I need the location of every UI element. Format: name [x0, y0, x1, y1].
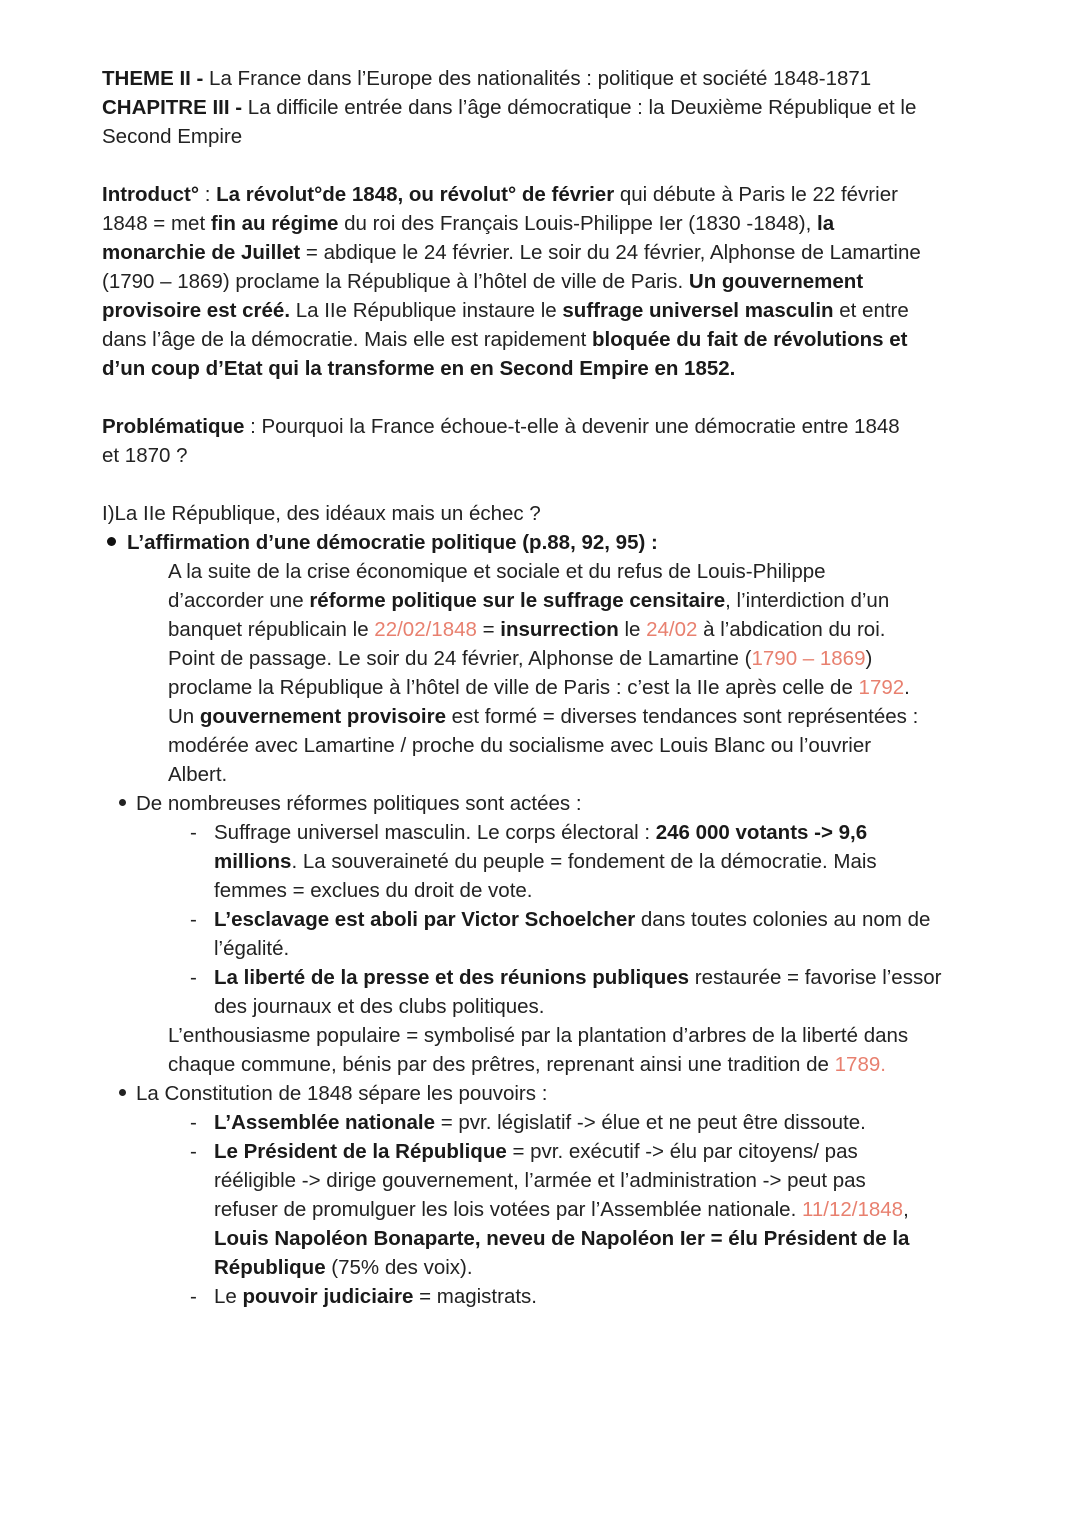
text-bold: d’un coup d’Etat qui la transforme en en Second Empire en 1852. [102, 357, 736, 380]
text-run: dans toutes colonies au nom de [635, 908, 931, 931]
dash-icon: - [190, 966, 197, 989]
text-run: à l’abdication du roi. [697, 618, 886, 641]
subsection-title-2: De nombreuses réformes politiques sont actées : [136, 792, 582, 815]
text-run: = pvr. exécutif -> élu par citoyens/ pas [506, 1140, 858, 1163]
chapter-line [102, 93, 916, 122]
text-run: (75% des voix). [325, 1256, 473, 1279]
reform-1-line-1 [214, 818, 867, 847]
reform-2-line-2: l’égalité. [214, 937, 290, 960]
text-bold: la [817, 212, 835, 235]
theme-text: La France dans l’Europe des nationalités : politique et société 1848-1871 [203, 67, 872, 90]
enthusiasm-line-1: L’enthousiasme populaire = symbolisé par la plantation d’arbres de la liberté dans [168, 1024, 909, 1047]
dash-icon: - [190, 1285, 197, 1308]
text-run: proclame la République à l’hôtel de ville de Paris : c’est la IIe après celle de [168, 676, 859, 699]
para-line-5 [168, 673, 910, 702]
power-2-line-3 [214, 1195, 909, 1224]
text-run: = abdique le 24 février. Le soir du 24 février, Alphonse de Lamartine [300, 241, 921, 264]
text-run: dans l’âge de la démocratie. Mais elle est rapidement [102, 328, 592, 351]
problematique-line-2: et 1870 ? [102, 444, 188, 467]
intro-line-7 [102, 354, 735, 383]
text-run: . [904, 676, 910, 699]
text-bold: L’Assemblée nationale [214, 1111, 436, 1134]
text-bold: provisoire est créé. [102, 299, 291, 322]
text-run: restaurée = favorise l’essor [689, 966, 942, 989]
power-1 [214, 1108, 866, 1137]
power-2-line-5 [214, 1253, 473, 1282]
text-bold: L’esclavage est aboli par Victor Schoelcher [214, 908, 636, 931]
text-run: Le [214, 1285, 243, 1308]
text-run: (1790 – 1869) proclame la République à l’hôtel de ville de Paris. [102, 270, 689, 293]
para-line-6 [168, 702, 918, 731]
date-highlight: 1790 – 1869 [751, 647, 866, 670]
reform-1-line-2 [214, 847, 877, 876]
text-bold: gouvernement provisoire [199, 705, 446, 728]
text-run: : Pourquoi la France échoue-t-elle à devenir une démocratie entre 1848 [244, 415, 900, 438]
text-bold: 246 000 votants -> 9,6 [655, 821, 868, 844]
power-3 [214, 1282, 537, 1311]
power-2-line-1 [214, 1137, 858, 1166]
enthusiasm-line-2 [168, 1050, 886, 1079]
text-bold: Un gouvernement [688, 270, 864, 293]
text-run: , [903, 1198, 909, 1221]
intro-line-2 [102, 209, 834, 238]
power-2-line-4 [214, 1224, 909, 1253]
reform-3-line-1 [214, 963, 941, 992]
date-highlight: 1792 [858, 676, 905, 699]
subsection-title-1 [127, 528, 658, 557]
text-bold: Louis Napoléon Bonaparte, neveu de Napoléon Ier = élu Président de la [214, 1227, 910, 1250]
reform-1-line-3: femmes = exclues du droit de vote. [214, 879, 533, 902]
text-bold: bloquée du fait de révolutions et [592, 328, 908, 351]
text-run: 1848 = met [102, 212, 211, 235]
text-run: , l’interdiction d’un [725, 589, 890, 612]
text-run: chaque commune, bénis par des prêtres, reprenant ainsi une tradition de [168, 1053, 835, 1076]
bullet-icon [119, 799, 126, 806]
dash-icon: - [190, 908, 197, 931]
dash-icon: - [190, 821, 197, 844]
text-run: Suffrage universel masculin. Le corps électoral : [214, 821, 656, 844]
text-bold: fin au régime [210, 212, 339, 235]
text-run: est formé = diverses tendances sont représentées : [445, 705, 919, 728]
text-bold: monarchie de Juillet [102, 241, 301, 264]
text-run: La IIe République instaure le [290, 299, 563, 322]
text-run: le [618, 618, 647, 641]
text-bold: insurrection [500, 618, 619, 641]
text-bold: L’affirmation d’une démocratie politique (p.88, 92, 95) : [127, 531, 658, 554]
para-line-4 [168, 644, 872, 673]
text-run: qui débute à Paris le 22 février [614, 183, 898, 206]
chapter-label: CHAPITRE III - [102, 96, 243, 119]
text-bold: suffrage universel masculin [562, 299, 834, 322]
date-highlight: 22/02/1848 [374, 618, 477, 641]
chapter-line-2: Second Empire [102, 125, 243, 148]
para-line-2 [168, 586, 889, 615]
section-title: I)La IIe République, des idéaux mais un échec ? [102, 502, 541, 525]
problematique-label: Problématique [102, 415, 245, 438]
subsection-title-3: La Constitution de 1848 sépare les pouvoirs : [136, 1082, 548, 1105]
text-run: = pvr. législatif -> élue et ne peut être dissoute. [435, 1111, 866, 1134]
intro-line-1 [102, 180, 898, 209]
text-bold: pouvoir judiciaire [242, 1285, 414, 1308]
intro-line-5 [102, 296, 909, 325]
reform-2-line-1 [214, 905, 930, 934]
date-highlight: 24/02 [646, 618, 698, 641]
bullet-icon [107, 537, 116, 546]
text-bold: La liberté de la presse et des réunions publiques [214, 966, 690, 989]
theme-line [102, 64, 871, 93]
text-run: . La souveraineté du peuple = fondement de la démocratie. Mais [291, 850, 877, 873]
text-run: Un [168, 705, 200, 728]
text-run: Point de passage. Le soir du 24 février, Alphonse de Lamartine ( [168, 647, 752, 670]
intro-label: Introduct° [102, 183, 200, 206]
date-highlight: 11/12/1848 [801, 1198, 904, 1221]
text-run: d’accorder une [168, 589, 310, 612]
text-run: banquet républicain le [168, 618, 375, 641]
theme-label: THEME II - [102, 67, 204, 90]
text-run: : [199, 183, 217, 206]
para-line-7: modérée avec Lamartine / proche du socialisme avec Louis Blanc ou l’ouvrier [168, 734, 872, 757]
text-bold: réforme politique sur le suffrage censitaire [309, 589, 726, 612]
date-highlight: 1789. [834, 1053, 886, 1076]
text-run: = magistrats. [413, 1285, 537, 1308]
para-line-8: Albert. [168, 763, 228, 786]
bullet-icon [119, 1089, 126, 1096]
text-bold: millions [214, 850, 292, 873]
text-bold: Le Président de la République [214, 1140, 507, 1163]
text-bold: République [214, 1256, 326, 1279]
text-run: du roi des Français Louis-Philippe Ier (1830 -1848), [338, 212, 818, 235]
text-run: refuser de promulguer les lois votées par l’Assemblée nationale. [214, 1198, 802, 1221]
chapter-text: La difficile entrée dans l’âge démocratique : la Deuxième République et le [242, 96, 917, 119]
text-run: = [476, 618, 501, 641]
reform-3-line-2: des journaux et des clubs politiques. [214, 995, 545, 1018]
para-line-3 [168, 615, 885, 644]
intro-line-4 [102, 267, 863, 296]
intro-line-6 [102, 325, 908, 354]
text-run: et entre [833, 299, 909, 322]
para-line-1: A la suite de la crise économique et sociale et du refus de Louis-Philippe [168, 560, 826, 583]
power-2-line-2: rééligible -> dirige gouvernement, l’armée et l’administration -> peut pas [214, 1169, 866, 1192]
dash-icon: - [190, 1140, 197, 1163]
text-bold: La révolut°de 1848, ou révolut° de février [216, 183, 615, 206]
text-run: ) [865, 647, 873, 670]
problematique-line-1 [102, 412, 900, 441]
intro-line-3 [102, 238, 921, 267]
dash-icon: - [190, 1111, 197, 1134]
